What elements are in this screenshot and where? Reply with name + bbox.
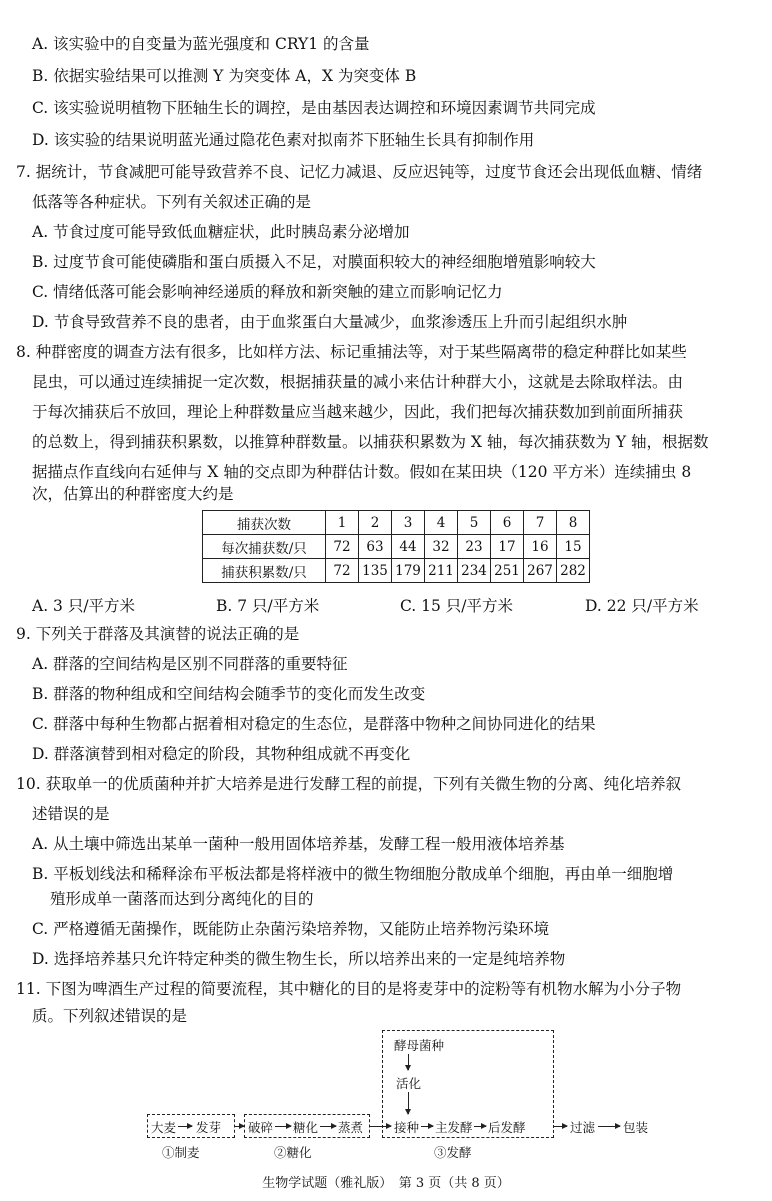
node-saccharify: 糖化 bbox=[293, 1120, 319, 1135]
table-cell: 4 bbox=[425, 511, 458, 535]
arrow bbox=[474, 1126, 486, 1127]
arrow bbox=[408, 1092, 409, 1114]
q9-option-d: D. 群落演替到相对稳定的阶段，其物种组成就不再变化 bbox=[32, 745, 411, 763]
beer-production-flow-diagram bbox=[140, 1030, 660, 1160]
node-inoculate: 接种 bbox=[394, 1120, 420, 1135]
table-cell: 5 bbox=[458, 511, 491, 535]
arrow bbox=[178, 1126, 192, 1127]
table-cell: 282 bbox=[557, 559, 590, 583]
table-cell: 44 bbox=[392, 535, 425, 559]
q8-stem-line-2: 昆虫，可以通过连续捕捉一定次数，根据捕获量的减小来估计种群大小，这就是去除取样法。由 bbox=[32, 373, 684, 391]
table-cell: 72 bbox=[326, 559, 359, 583]
table-cell: 267 bbox=[524, 559, 557, 583]
table-cell: 17 bbox=[491, 535, 524, 559]
stage-label-saccharification: ②糖化 bbox=[274, 1145, 312, 1160]
q7-stem-line-1: 7. 据统计，节食减肥可能导致营养不良、记忆力减退、反应迟钝等，过度节食还会出现低血糖、情绪 bbox=[16, 163, 703, 181]
q8-stem-line-4: 的总数上，得到捕获积累数，以推算种群数量。以捕获积累数为 X 轴，每次捕获数为 Y 轴，根据数 bbox=[32, 433, 709, 451]
q8-option-d: D. 22 只/平方米 bbox=[585, 597, 699, 615]
table-cell: 7 bbox=[524, 511, 557, 535]
q10-option-b-line-1: B. 平板划线法和稀释涂布平板法都是将样液中的微生物细胞分散成单个细胞，再由单一细胞增 bbox=[32, 865, 674, 883]
capture-data-table bbox=[202, 510, 590, 583]
table-cell: 179 bbox=[392, 559, 425, 583]
table-cell: 3 bbox=[392, 511, 425, 535]
table-row bbox=[203, 535, 590, 559]
table-row bbox=[203, 559, 590, 583]
q6-option-b: B. 依据实验结果可以推测 Y 为突变体 A，X 为突变体 B bbox=[32, 67, 417, 85]
table-cell: 6 bbox=[491, 511, 524, 535]
table-cell: 16 bbox=[524, 535, 557, 559]
q6-option-d: D. 该实验的结果说明蓝光通过隐花色素对拟南芥下胚轴生长具有抑制作用 bbox=[32, 131, 535, 149]
arrow bbox=[421, 1126, 433, 1127]
arrow bbox=[234, 1126, 244, 1127]
node-boil: 蒸煮 bbox=[338, 1120, 364, 1135]
q7-stem-line-2: 低落等各种症状。下列有关叙述正确的是 bbox=[32, 193, 312, 211]
q7-option-a: A. 节食过度可能导致低血糖症状，此时胰岛素分泌增加 bbox=[32, 223, 410, 241]
q10-stem-line-1: 10. 获取单一的优质菌种并扩大培养是进行发酵工程的前提，下列有关微生物的分离、纯化培养叙 bbox=[16, 775, 682, 793]
table-cell: 234 bbox=[458, 559, 491, 583]
q8-stem-line-1: 8. 种群密度的调查方法有很多，比如样方法、标记重捕法等，对于某些隔离带的稳定种群比如某些 bbox=[16, 343, 687, 361]
table-cell: 251 bbox=[491, 559, 524, 583]
table-cell: 135 bbox=[359, 559, 392, 583]
node-main-ferment: 主发酵 bbox=[435, 1120, 473, 1135]
q6-option-a: A. 该实验中的自变量为蓝光强度和 CRY1 的含量 bbox=[32, 35, 370, 53]
q9-option-c: C. 群落中每种生物都占据着相对稳定的生态位，是群落中物种之间协同进化的结果 bbox=[32, 715, 596, 733]
arrow bbox=[553, 1126, 567, 1127]
q6-option-c: C. 该实验说明植物下胚轴生长的调控，是由基因表达调控和环境因素调节共同完成 bbox=[32, 99, 596, 117]
table-cell: 2 bbox=[359, 511, 392, 535]
table-cell: 每次捕获数/只 bbox=[203, 535, 326, 559]
q10-option-b-line-2: 殖形成单一菌落而达到分离纯化的目的 bbox=[50, 890, 314, 908]
q8-option-a: A. 3 只/平方米 bbox=[32, 597, 136, 615]
q9-option-a: A. 群落的空间结构是区别不同群落的重要特征 bbox=[32, 655, 348, 673]
q8-option-b: B. 7 只/平方米 bbox=[216, 597, 320, 615]
table-cell: 捕获积累数/只 bbox=[203, 559, 326, 583]
q10-option-a: A. 从土壤中筛选出某单一菌种一般用固体培养基，发酵工程一般用液体培养基 bbox=[32, 835, 565, 853]
arrow bbox=[598, 1126, 620, 1127]
q10-option-c: C. 严格遵循无菌操作，既能防止杂菌污染培养物，又能防止培养物污染环境 bbox=[32, 920, 550, 938]
table-cell: 63 bbox=[359, 535, 392, 559]
stage-label-malting: ①制麦 bbox=[162, 1145, 200, 1160]
q8-stem-line-6: 次，估算出的种群密度大约是 bbox=[32, 485, 234, 503]
arrow bbox=[275, 1126, 291, 1127]
table-cell: 211 bbox=[425, 559, 458, 583]
node-filter: 过滤 bbox=[570, 1120, 596, 1135]
page-footer: 生物学试题（雅礼版） 第 3 页（共 8 页） bbox=[262, 1176, 510, 1191]
table-row-header bbox=[203, 511, 590, 535]
table-cell: 捕获次数 bbox=[203, 511, 326, 535]
q8-stem-line-3: 于每次捕获后不放回，理论上种群数量应当越来越少，因此，我们把每次捕获数加到前面所捕获 bbox=[32, 403, 684, 421]
table-cell: 15 bbox=[557, 535, 590, 559]
node-crush: 破碎 bbox=[248, 1120, 274, 1135]
q7-option-d: D. 节食导致营养不良的患者，由于血浆蛋白大量减少，血浆渗透压上升而引起组织水肿 bbox=[32, 313, 628, 331]
stage-label-fermentation: ③发酵 bbox=[434, 1145, 472, 1160]
q8-stem-line-5: 据描点作直线向右延伸与 X 轴的交点即为种群估计数。假如在某田块（120 平方米）连续捕虫 8 bbox=[32, 463, 692, 481]
q7-option-b: B. 过度节食可能使磷脂和蛋白质摄入不足，对膜面积较大的神经细胞增殖影响较大 bbox=[32, 253, 596, 271]
q10-stem-line-2: 述错误的是 bbox=[32, 805, 110, 823]
table-cell: 32 bbox=[425, 535, 458, 559]
q9-option-b: B. 群落的物种组成和空间结构会随季节的变化而发生改变 bbox=[32, 685, 426, 703]
q11-stem-line-2: 质。下列叙述错误的是 bbox=[32, 1007, 188, 1025]
q10-option-d: D. 选择培养基只允许特定种类的微生物生长，所以培养出来的一定是纯培养物 bbox=[32, 950, 566, 968]
table-cell: 8 bbox=[557, 511, 590, 535]
q7-option-c: C. 情绪低落可能会影响神经递质的释放和新突触的建立而影响记忆力 bbox=[32, 283, 503, 301]
q9-stem: 9. 下列关于群落及其演替的说法正确的是 bbox=[16, 625, 300, 643]
table-cell: 1 bbox=[326, 511, 359, 535]
node-germinate: 发芽 bbox=[196, 1120, 222, 1135]
node-yeast: 酵母菌种 bbox=[394, 1038, 445, 1053]
node-package: 包装 bbox=[623, 1120, 649, 1135]
node-barley: 大麦 bbox=[151, 1120, 177, 1135]
node-post-ferment: 后发酵 bbox=[488, 1120, 526, 1135]
arrow bbox=[408, 1054, 409, 1070]
q8-option-c: C. 15 只/平方米 bbox=[400, 597, 514, 615]
node-activate: 活化 bbox=[396, 1076, 422, 1091]
table-cell: 23 bbox=[458, 535, 491, 559]
table-cell: 72 bbox=[326, 535, 359, 559]
arrow bbox=[320, 1126, 336, 1127]
q11-stem-line-1: 11. 下图为啤酒生产过程的简要流程，其中糖化的目的是将麦芽中的淀粉等有机物水解为小分子物 bbox=[16, 980, 682, 998]
